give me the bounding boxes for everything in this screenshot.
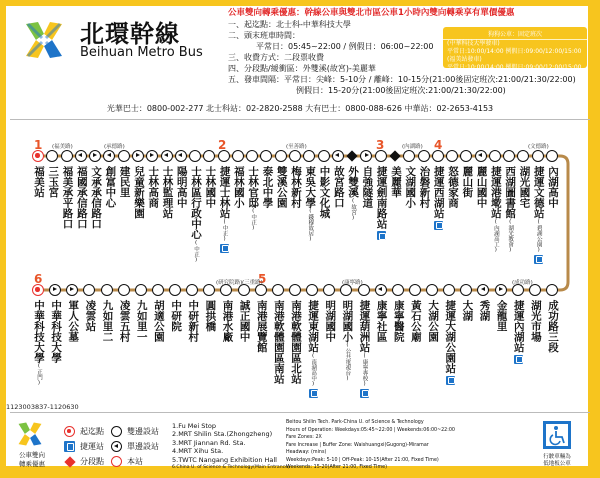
- info-en-line: Headway: (mins): [286, 450, 327, 455]
- segment-en: 6.China U. of Science & Technology(Main Entrance): [172, 465, 290, 471]
- stop-name: 明湖國小(公共電視台): [341, 300, 354, 382]
- stop-subname: (內湖高工): [492, 218, 499, 253]
- stop-marker-icon: [272, 284, 284, 296]
- stop-marker-icon: [175, 150, 187, 162]
- mrt-station-icon: [309, 389, 318, 398]
- caption-line: 行駛車輛為: [543, 454, 571, 460]
- route-info-en: [286, 419, 455, 472]
- stop-name: 雙溪公園: [275, 166, 288, 208]
- segment-number: 6: [34, 272, 43, 286]
- stop-name: 故宮路口: [332, 166, 345, 208]
- stop-name: 成功路三段: [547, 300, 559, 353]
- stop-name: 捷運劍南路站: [375, 166, 387, 240]
- stop-name: 捷運西湖站: [432, 166, 444, 230]
- stop-name: 美麗華: [389, 166, 402, 198]
- road-note: (研究院路): [216, 280, 243, 286]
- stop-marker-icon: [409, 284, 421, 296]
- segment-en: 2.MRT Shilin Sta.(Zhongzheng): [172, 430, 273, 439]
- stop-name: 黃石公廟: [409, 300, 422, 342]
- stop-marker-icon: [135, 284, 147, 296]
- stop-name: 誠正國中: [238, 300, 251, 342]
- stop-marker-icon: [118, 284, 130, 296]
- segment-number: 1: [34, 138, 43, 152]
- stop-name: 胡適公園: [152, 300, 165, 342]
- stop-name: 陽明高中: [175, 166, 188, 208]
- stop-name: 自強隧道: [361, 166, 374, 208]
- stop-name: 凌雲五村: [118, 300, 131, 342]
- stop-name: 西湖圖書館(湖光教會): [504, 166, 517, 253]
- transfer-logo-icon: [16, 420, 44, 448]
- stop-name: 湖光國宅: [518, 166, 531, 208]
- brand-title-en: Beihuan Metro Bus: [80, 45, 203, 60]
- segment-number: 5: [258, 272, 267, 286]
- stop-name: 南港展覽館: [255, 300, 268, 353]
- stop-marker-icon: [189, 150, 201, 162]
- stop-name: 士林官邸(中正): [247, 166, 260, 231]
- stop-marker-icon: [152, 284, 164, 296]
- info-en-line: Fare Increase | Buffer Zone: Waishuangxi(Gugong)-Miramar: [286, 442, 429, 448]
- divider: [10, 412, 590, 413]
- transfer-logo-caption: [12, 451, 52, 469]
- road-note: (三重路): [242, 280, 263, 286]
- stop-marker-icon: [332, 150, 344, 162]
- legend-label: 本站: [127, 457, 143, 466]
- stop-marker-icon: [418, 150, 430, 162]
- stop-marker-icon: [512, 284, 524, 296]
- info-en-line: Hours of Operation: Weekdays:05:45~22:00 | Weekends:06:00~22:00: [286, 427, 455, 433]
- stop-subname: (錢穆故居): [307, 208, 314, 242]
- stop-marker-icon: [289, 150, 301, 162]
- stop-name: 福美承平路口: [61, 166, 74, 229]
- info-en-line: Beitou Shilin Tech. Park-China U. of Science & Technology: [286, 420, 424, 425]
- caption-line: 公車雙向: [19, 451, 45, 459]
- stop-marker-icon: [375, 150, 387, 162]
- stop-name: 三玉宮: [47, 166, 60, 198]
- legend-label: 單邊設站: [127, 442, 159, 451]
- legend-mrt: [64, 441, 104, 452]
- stop-marker-icon: [318, 150, 330, 162]
- section-point-icon: [64, 456, 75, 467]
- serial-number: 1123003837-1120630: [6, 403, 79, 411]
- stop-marker-icon: [392, 284, 404, 296]
- segment-points-en: [172, 422, 290, 472]
- stop-subname: (碧湖公園): [535, 218, 542, 253]
- stop-name: 秀湖: [478, 300, 491, 321]
- stop-name: 泰北中學: [261, 166, 274, 208]
- segment-number: 2: [218, 138, 227, 152]
- stop-name: 軍人公墓: [67, 300, 80, 342]
- stop-name: 文湖國小: [404, 166, 417, 208]
- stop-marker-icon: [218, 150, 230, 162]
- legend-label: 分段點: [80, 457, 104, 466]
- stop-subname: (湖光教會): [507, 218, 514, 253]
- stop-name: 南港水廠: [221, 300, 234, 342]
- stop-name: 捷運士林站(中正): [218, 166, 230, 253]
- stop-name: 士林國中: [204, 166, 217, 208]
- info-headway-weekend: 例假日：15-20分(21:00後固定班次:21:00/21:30/22:00): [296, 86, 506, 95]
- road-note: (成功路): [512, 280, 533, 286]
- stop-marker-icon: [375, 284, 387, 296]
- stop-name: 明湖國中: [324, 300, 337, 342]
- stop-name: 東吳大學(錢穆故居): [304, 166, 317, 242]
- road-note: (福美路): [52, 144, 73, 150]
- stop-name: 圓拱橋: [204, 300, 217, 332]
- stop-name: 康寧醫院: [392, 300, 405, 342]
- stop-marker-icon: [169, 284, 181, 296]
- mrt-station-icon: [220, 244, 229, 253]
- stop-marker-icon: [101, 284, 113, 296]
- legend-label: 起迄點: [80, 427, 104, 436]
- stop-marker-icon: [426, 284, 438, 296]
- legend-one-way: [111, 441, 159, 452]
- mrt-station-icon: [534, 255, 543, 264]
- caption-line: 轉乘優惠: [19, 460, 45, 468]
- stop-name: 捷運文德站(碧湖公園): [532, 166, 544, 264]
- stop-name: 福美站: [33, 166, 45, 198]
- stop-name: 中影文化城: [318, 166, 331, 219]
- stop-marker-icon: [532, 150, 544, 162]
- stop-marker-icon: [161, 150, 173, 162]
- beihuan-logo-icon: [22, 18, 66, 62]
- road-note: (內湖路): [402, 144, 423, 150]
- stop-name: 康寧社區: [375, 300, 388, 342]
- stop-subname: (中正): [250, 208, 257, 231]
- stop-marker-icon: [132, 150, 144, 162]
- stop-name: 大湖: [461, 300, 474, 321]
- info-en-line: Fare Zones: 2X: [286, 435, 322, 440]
- stop-name: 捷運內湖站: [512, 300, 524, 364]
- stop-name: 麗山街: [461, 166, 474, 198]
- dog-bus-box: [443, 27, 587, 71]
- segment-number: 3: [376, 138, 385, 152]
- stop-marker-icon: [446, 150, 458, 162]
- mrt-station-icon: [64, 441, 75, 452]
- stop-name: 中華科技大學(正門): [33, 300, 45, 386]
- stop-subname: (康寧專校): [361, 352, 368, 387]
- segment-en: 4.MRT Xihu Sta.: [172, 447, 224, 456]
- dog-bus-title: 狗狗公車：固定班次: [443, 27, 587, 40]
- stop-name: 中華科技大學: [50, 300, 63, 363]
- stop-name: 捷運港墘站(內湖高工): [489, 166, 502, 253]
- legend-label: 雙邊設站: [127, 427, 159, 436]
- stop-name: 外雙溪(故宮): [347, 166, 360, 221]
- stop-name: 士林監理站: [161, 166, 174, 219]
- stop-name: 捷運葫洲站(康寧專校): [358, 300, 370, 398]
- road-note: (承德路): [104, 144, 125, 150]
- mrt-station-icon: [377, 231, 386, 240]
- stop-marker-icon: [432, 150, 444, 162]
- info-headway-weekday: 五、發車間隔：平常日：尖峰：5-10分 / 離峰：10-15分(21:00後固定班次:21:00/21:30/22:00): [228, 75, 576, 84]
- stop-name: 中研院: [170, 300, 183, 332]
- wheelchair-accessible-icon: [543, 421, 571, 449]
- stop-name: 怒德家商: [447, 166, 460, 208]
- stop-marker-icon: [546, 284, 558, 296]
- stop-name: 創富中心: [104, 166, 117, 208]
- stop-name: 兒童新樂園: [132, 166, 145, 219]
- info-first-last-label: 二、頭末班車時間：: [228, 31, 300, 40]
- mrt-station-icon: [434, 221, 443, 230]
- dog-bus-line: (福美站發車): [447, 56, 482, 63]
- stop-marker-icon: [358, 284, 370, 296]
- legend-this-stop: [111, 456, 143, 467]
- stop-name: 九如里一: [135, 300, 148, 342]
- stop-name: 捷運東湖站(南湖高中): [306, 300, 318, 398]
- stop-marker-icon: [118, 150, 130, 162]
- stop-subname: (南湖高中): [310, 352, 317, 387]
- divider: [10, 119, 590, 120]
- stop-name: 治磐新村: [418, 166, 431, 208]
- legend-start: [64, 426, 104, 437]
- stop-name: 捷運大湖公園站: [443, 300, 455, 385]
- stop-name: 麗山國中: [475, 166, 488, 208]
- road-note: (至善路): [286, 144, 307, 150]
- stop-marker-icon: [238, 284, 250, 296]
- info-endpoints: 一、起迄點：北士科-中華科技大學: [228, 20, 351, 29]
- stop-marker-icon: [75, 150, 87, 162]
- stop-marker-icon: [475, 150, 487, 162]
- start-point-icon: [64, 426, 75, 437]
- stop-name: 金龍里: [495, 300, 508, 332]
- legend-two-way: [111, 426, 159, 437]
- stop-marker-icon: [89, 150, 101, 162]
- stop-name: 九如里二: [101, 300, 114, 342]
- stop-marker-icon: [32, 150, 44, 162]
- dog-bus-line: (中華科技大學發車): [447, 40, 500, 47]
- stop-name: 湖光市場: [529, 300, 542, 342]
- stop-marker-icon: [346, 150, 358, 162]
- segment-en: 3.MRT Jiannan Rd. Sta.: [172, 438, 246, 447]
- stop-marker-icon: [255, 284, 267, 296]
- stop-subname: (故宮): [350, 197, 357, 221]
- stop-subname: (公共電視台): [344, 342, 351, 382]
- info-en-line: Weekdays:Peak: 5-10 | Off-Peak: 10-15(After 21:00, Fixed Time): [286, 457, 439, 463]
- stop-name: 南港軟體園區南站: [272, 300, 285, 384]
- road-note: (康寧路): [342, 280, 363, 286]
- brand-title-zh: 北環幹線: [80, 20, 180, 48]
- two-way-stop-icon: [111, 426, 122, 437]
- mrt-station-icon: [514, 355, 523, 364]
- stop-marker-icon: [275, 150, 287, 162]
- stop-marker-icon: [495, 284, 507, 296]
- segment-en: 5.TWTC Nangang Exhibition Hall: [172, 455, 277, 464]
- road-note: (文德路): [528, 144, 549, 150]
- stop-name: 士林區行政中心(中正): [190, 166, 203, 263]
- segment-number: 4: [434, 138, 443, 152]
- stop-marker-icon: [389, 150, 401, 162]
- this-stop-icon: [111, 456, 122, 467]
- accessible-caption: [537, 454, 577, 468]
- caption-line: 低地板公車: [543, 461, 571, 467]
- stop-name: 文承承信路口: [90, 166, 103, 229]
- dog-bus-line: 平常日:10:00/14:00 例假日:09:00/12:00/15:00: [447, 64, 582, 71]
- stop-name: 梅林新村: [290, 166, 302, 208]
- mrt-station-icon: [446, 376, 455, 385]
- transfer-promo-text: 公車雙向轉乘優惠：幹線公車與雙北市區公車1小時內雙向轉乘享有單價優惠: [228, 8, 515, 18]
- info-first-last-times: 平常日：05:45~22:00 / 例假日：06:00~22:00: [256, 42, 434, 51]
- legend-label: 捷運站: [80, 442, 104, 451]
- stop-marker-icon: [529, 284, 541, 296]
- stop-marker-icon: [32, 284, 44, 296]
- legend-section: [64, 456, 104, 467]
- stop-name: 凌雲站: [84, 300, 97, 332]
- stop-subname: (中正): [193, 239, 200, 263]
- stop-name: 內湖高中: [547, 166, 559, 208]
- stop-name: 大湖公園: [427, 300, 440, 342]
- dog-bus-line: 平常日:10:00/14:00 例假日:09:00/12:00/15:00: [447, 48, 582, 55]
- stop-subname: (中正): [221, 218, 228, 242]
- stop-subname: (正門): [36, 363, 42, 386]
- info-fare: 三、收費方式：二段票收費: [228, 53, 324, 62]
- stop-marker-icon: [489, 150, 501, 162]
- stop-name: 南港軟體園區北站: [290, 300, 302, 384]
- info-buffer-zone: 四、分段點/緩衝區：外雙溪(故宮)-美麗華: [228, 64, 376, 73]
- stop-name: 士林高商: [147, 166, 160, 208]
- segment-en: 1.Fu Mei Stop: [172, 422, 217, 430]
- mrt-station-icon: [360, 389, 369, 398]
- stop-name: 建民里: [118, 166, 131, 198]
- stop-name: 福國承信路口: [75, 166, 88, 229]
- stop-name: 中研新村: [187, 300, 200, 342]
- stop-marker-icon: [232, 150, 244, 162]
- stop-marker-icon: [546, 150, 558, 162]
- stop-name: 福林國小: [232, 166, 245, 208]
- stop-marker-icon: [61, 150, 73, 162]
- info-en-line: Weekends: 15-20(After 21:00, Fixed Time): [286, 465, 387, 470]
- stop-marker-icon: [289, 284, 301, 296]
- one-way-stop-icon: [111, 441, 122, 452]
- contact-phones: 光華巴士：0800-002-277 北士科站：02-2820-2588 大有巴士：0800-088-626 中華站：02-2653-4153: [106, 104, 494, 113]
